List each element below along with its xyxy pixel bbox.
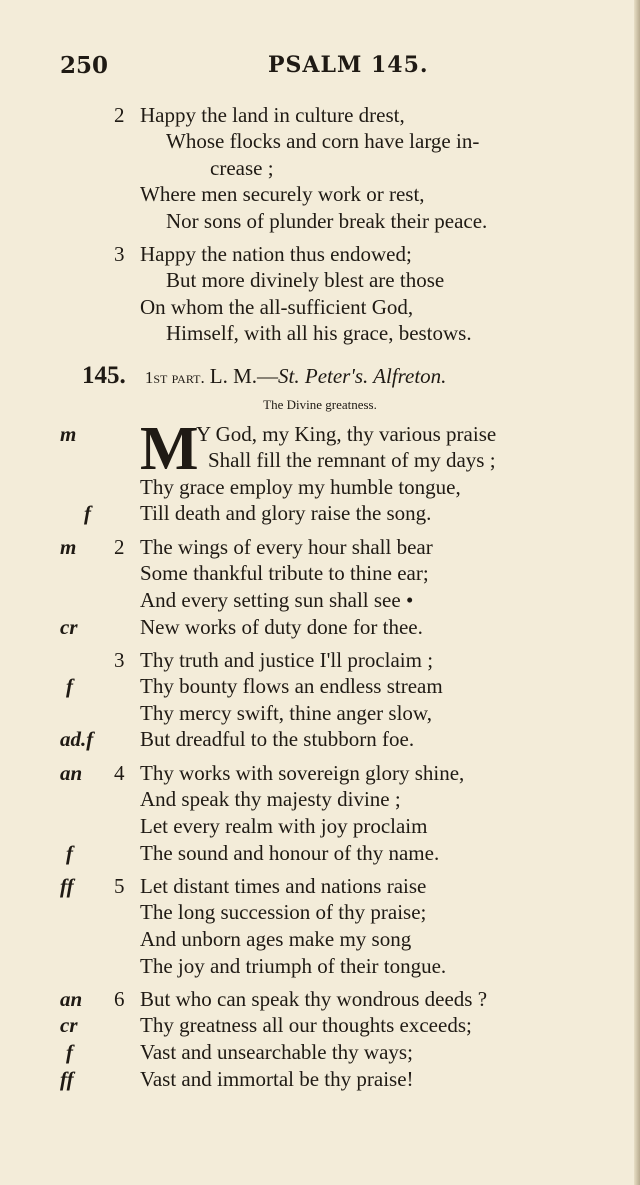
- hymn-meter: L. M.—: [209, 364, 279, 388]
- dynamic-mark: an: [60, 761, 83, 785]
- dynamic-mark: f: [66, 674, 73, 698]
- dynamic-mark: ad.f: [60, 727, 94, 751]
- running-title: PSALM 145.: [268, 52, 429, 78]
- dynamic-mark: f: [66, 1040, 73, 1064]
- dynamic-mark: m: [60, 535, 77, 559]
- hymn-number: 145.: [82, 362, 126, 389]
- stanza-number: 5: [114, 874, 125, 898]
- stanza-number: 3: [114, 242, 125, 266]
- dynamic-mark: cr: [60, 615, 78, 639]
- verse-line: Till death and glory raise the song.: [140, 501, 432, 525]
- dynamic-mark: m: [60, 422, 77, 446]
- verse-line: And every setting sun shall see •: [140, 588, 414, 612]
- verse-line: crease ;: [210, 156, 274, 180]
- drop-cap: M: [140, 415, 199, 483]
- hymn-subtitle: The Divine greatness.: [263, 397, 377, 412]
- verse-line: The joy and triumph of their tongue.: [140, 954, 447, 978]
- stanza-number: 2: [114, 535, 125, 559]
- verse-line: On whom the all-sufficient God,: [140, 295, 414, 319]
- verse-line: Some thankful tribute to thine ear;: [140, 561, 429, 585]
- verse-line: The long succession of thy praise;: [140, 900, 427, 924]
- verse-line: Y God, my King, thy various praise: [196, 422, 497, 446]
- page-header: [60, 52, 580, 86]
- hymn-heading: [82, 362, 622, 392]
- verse-line: Thy bounty flows an endless stream: [140, 674, 443, 698]
- verse-line: But dreadful to the stubborn foe.: [140, 727, 415, 751]
- hymn-tunes: St. Peter's. Alfreton.: [278, 364, 447, 388]
- verse-line: Happy the land in culture drest,: [140, 103, 405, 127]
- verse-line: The wings of every hour shall bear: [140, 535, 433, 559]
- stanza-number: 4: [114, 761, 125, 785]
- verse-line: Thy truth and justice I'll proclaim ;: [140, 648, 434, 672]
- dynamic-mark: f: [66, 841, 73, 865]
- verse-line: Thy grace employ my humble tongue,: [140, 475, 461, 499]
- verse-line: New works of duty done for thee.: [140, 615, 423, 639]
- dynamic-mark: f: [84, 501, 91, 525]
- verse-line: The sound and honour of thy name.: [140, 841, 440, 865]
- dynamic-mark: an: [60, 987, 83, 1011]
- verse-line: Thy greatness all our thoughts exceeds;: [140, 1013, 472, 1037]
- page-number: 250: [60, 52, 109, 79]
- verse-line: Let distant times and nations raise: [140, 874, 427, 898]
- hymn-part: 1st part.: [144, 368, 205, 387]
- dynamic-mark: cr: [60, 1013, 78, 1037]
- dynamic-mark: ff: [60, 874, 74, 898]
- verse-line: Thy works with sovereign glory shine,: [140, 761, 465, 785]
- verse-line: Himself, with all his grace, bestows.: [166, 321, 472, 345]
- verse-line: But who can speak thy wondrous deeds ?: [140, 987, 488, 1011]
- stanza-number: 2: [114, 103, 125, 127]
- page-edge: [634, 0, 640, 1185]
- verse-line: Nor sons of plunder break their peace.: [166, 209, 488, 233]
- verse-line: And speak thy majesty divine ;: [140, 787, 401, 811]
- verse-line: But more divinely blest are those: [166, 268, 445, 292]
- verse-line: Vast and unsearchable thy ways;: [140, 1040, 413, 1064]
- stanza-number: 6: [114, 987, 125, 1011]
- verse-line: Shall fill the remnant of my days ;: [208, 448, 496, 472]
- verse-line: Vast and immortal be thy praise!: [140, 1067, 414, 1091]
- stanza-number: 3: [114, 648, 125, 672]
- dynamic-mark: ff: [60, 1067, 74, 1091]
- verse-line: Let every realm with joy proclaim: [140, 814, 428, 838]
- verse-line: And unborn ages make my song: [140, 927, 412, 951]
- verse-line: Happy the nation thus endowed;: [140, 242, 412, 266]
- verse-line: Whose flocks and corn have large in-: [166, 129, 480, 153]
- verse-line: Where men securely work or rest,: [140, 182, 425, 206]
- verse-line: Thy mercy swift, thine anger slow,: [140, 701, 432, 725]
